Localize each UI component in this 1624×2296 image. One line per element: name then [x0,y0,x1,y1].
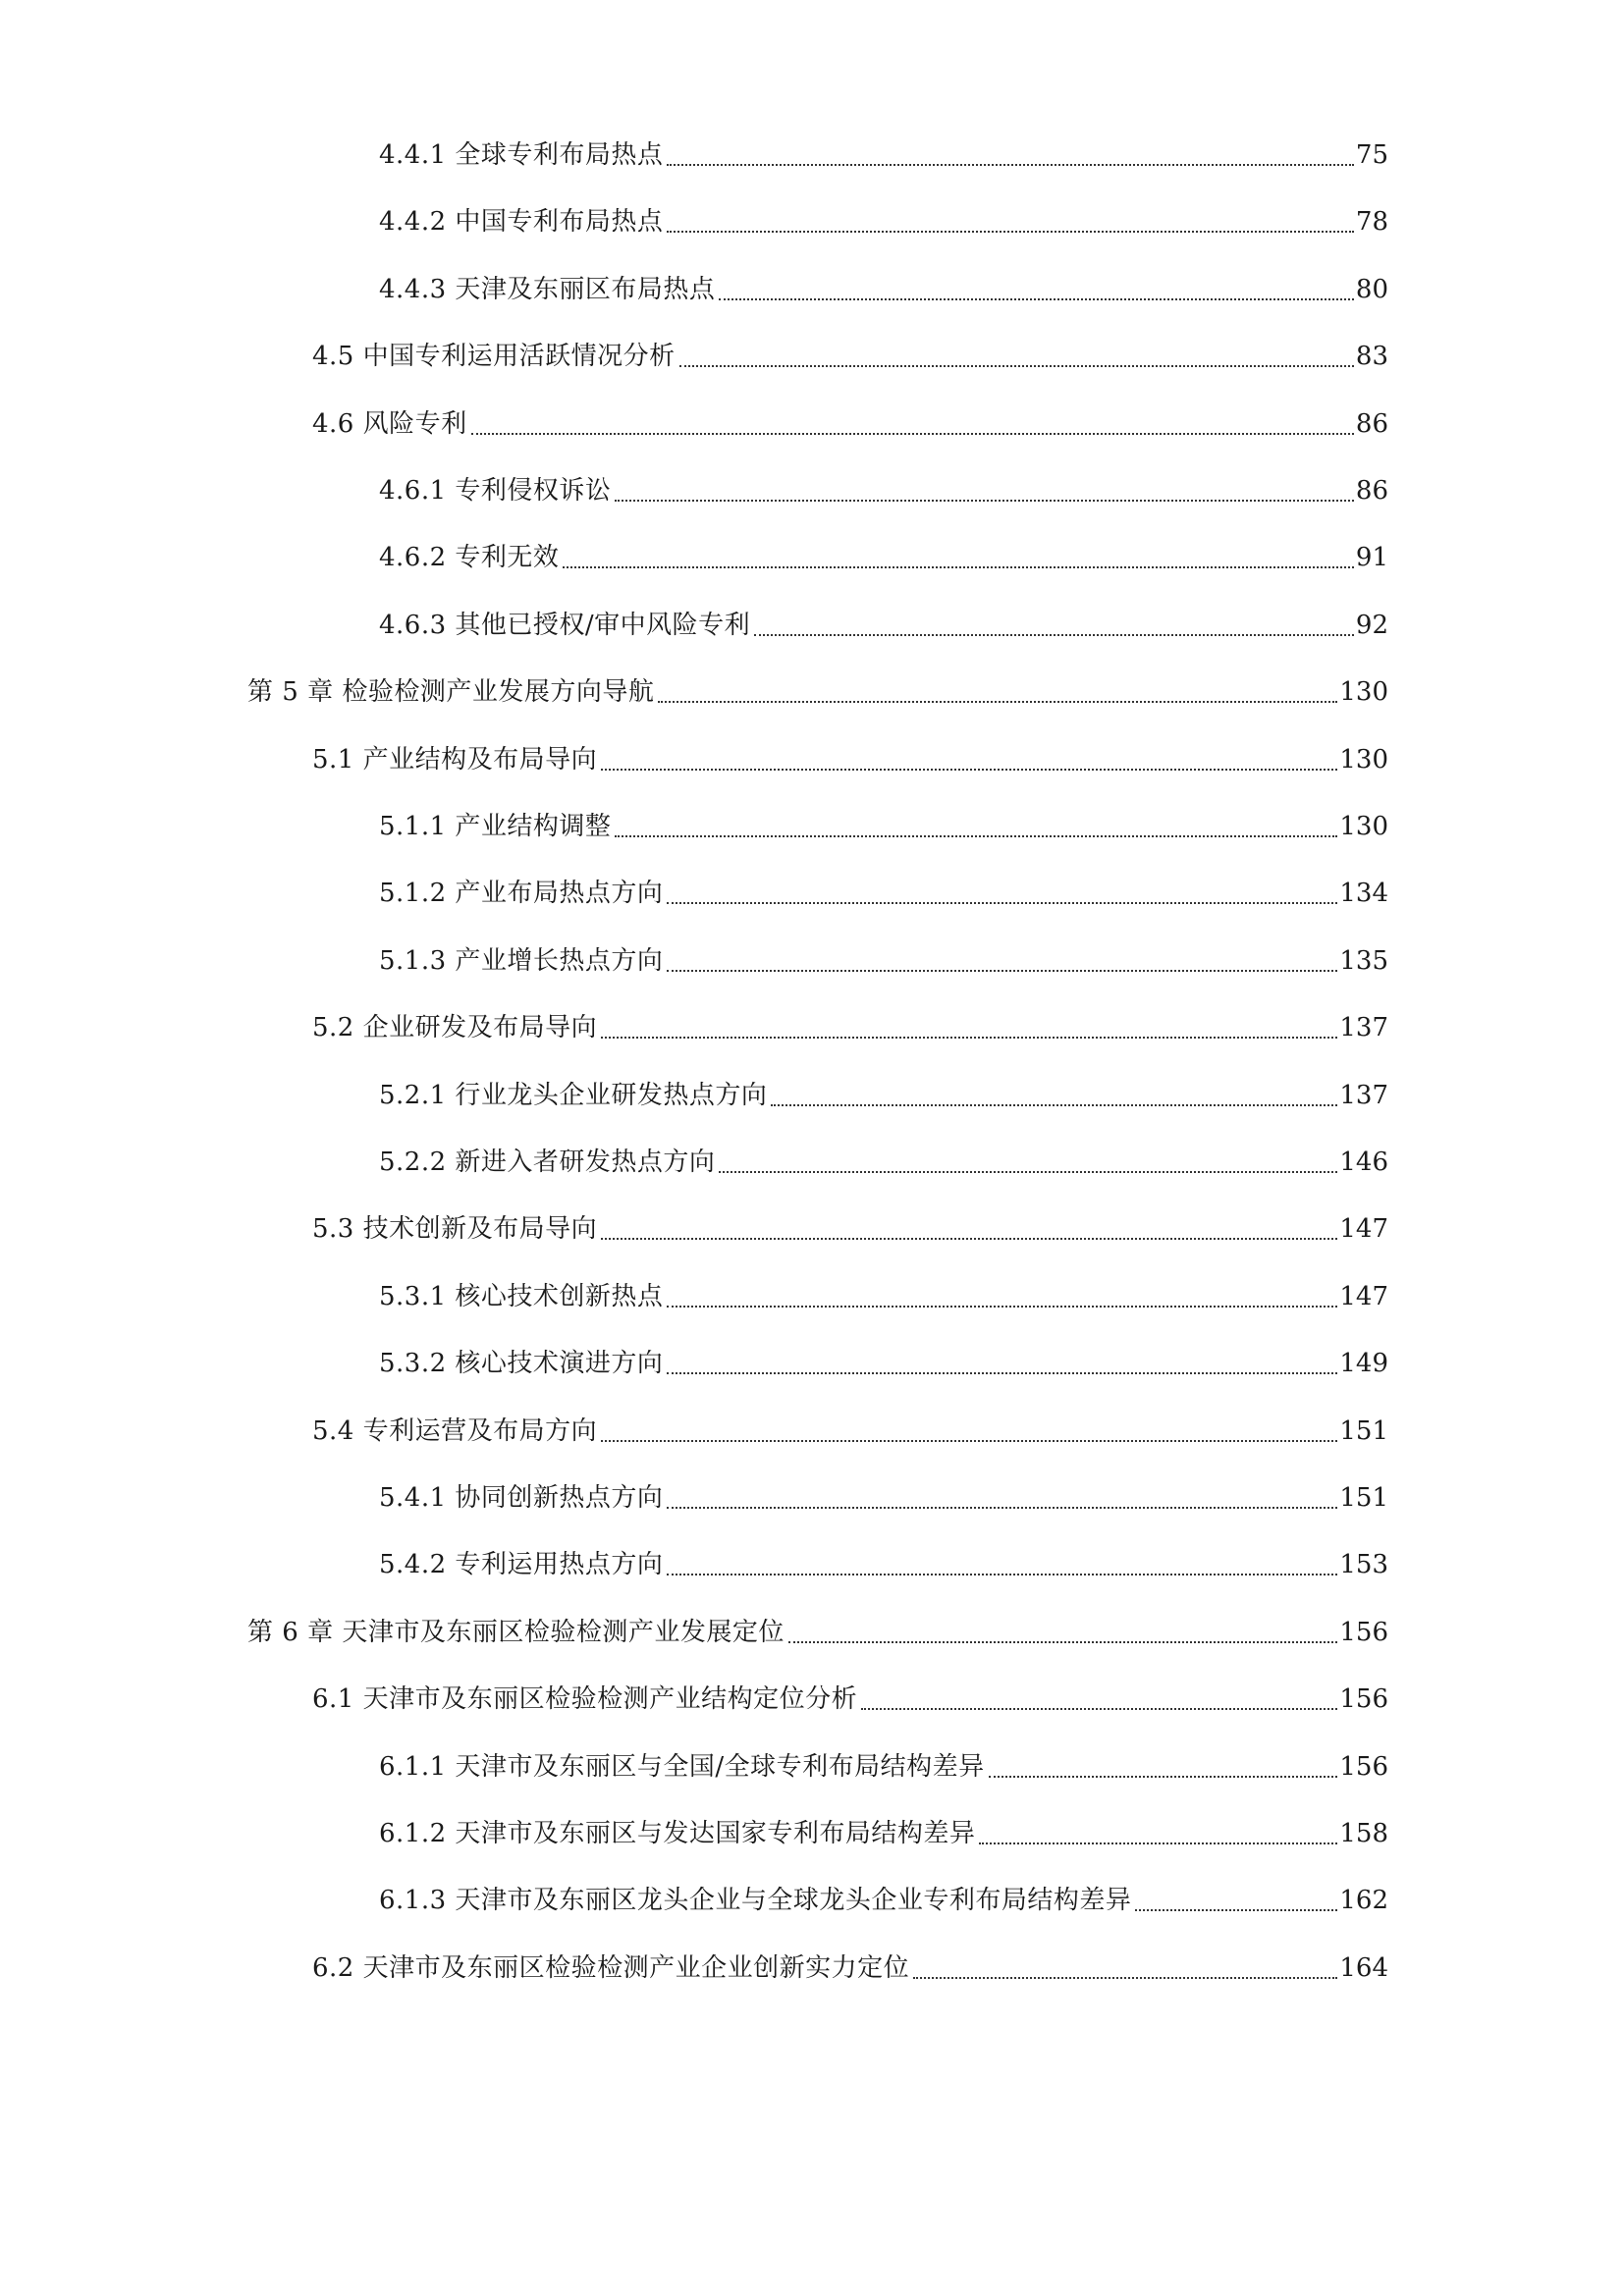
toc-entry-page-number: 130 [1339,677,1388,708]
toc-dot-leader [667,1505,1337,1509]
toc-dot-leader [989,1774,1338,1778]
toc-dot-leader [913,1975,1337,1979]
toc-dot-leader [861,1706,1337,1710]
toc-entry-title: 第 6 章 天津市及东丽区检验检测产业发展定位 [247,1617,785,1647]
toc-entry-title: 5.1.1 产业结构调整 [379,812,612,841]
toc-entry[interactable] [379,1143,1388,1182]
toc-entry[interactable] [379,202,1388,241]
toc-dot-leader [771,1102,1337,1106]
toc-entry-page-number: 91 [1355,543,1388,573]
toc-dot-leader [563,564,1353,568]
toc-entry-page-number: 156 [1339,1751,1388,1782]
toc-entry-page-number: 92 [1355,610,1388,640]
toc-dot-leader [667,1370,1337,1374]
toc-entry-title: 4.6.3 其他已授权/审中风险专利 [379,610,751,640]
toc-entry[interactable] [379,1814,1388,1853]
toc-entry[interactable] [379,135,1388,175]
toc-dot-leader [615,498,1353,502]
toc-dot-leader [667,1572,1337,1575]
toc-entry-title: 5.4 专利运营及布局方向 [312,1415,598,1446]
toc-entry-title: 5.4.1 协同创新热点方向 [379,1483,664,1513]
toc-entry[interactable] [379,1747,1388,1787]
toc-entry-page-number: 162 [1339,1886,1388,1916]
toc-dot-leader [601,767,1337,771]
toc-entry-page-number: 158 [1339,1819,1388,1848]
toc-entry[interactable] [379,941,1388,981]
toc-entry-page-number: 134 [1339,879,1388,909]
toc-entry-page-number: 83 [1355,342,1388,372]
toc-entry-title: 5.1.3 产业增长热点方向 [379,945,664,976]
toc-entry-title: 6.1.3 天津市及东丽区龙头企业与全球龙头企业专利布局结构差异 [379,1886,1132,1916]
toc-entry-page-number: 156 [1339,1617,1388,1647]
toc-entry[interactable] [379,1344,1388,1383]
toc-entry-title: 4.5 中国专利运用活跃情况分析 [312,342,676,372]
toc-entry-title: 4.4.2 中国专利布局热点 [379,207,664,238]
toc-dot-leader [615,833,1337,837]
toc-entry-title: 5.3.2 核心技术演进方向 [379,1349,664,1379]
toc-dot-leader [1135,1907,1337,1911]
toc-dot-leader [601,1438,1337,1442]
toc-entry-title: 4.4.3 天津及东丽区布局热点 [379,274,716,304]
toc-dot-leader [667,968,1337,972]
toc-entry[interactable] [312,1209,1388,1249]
toc-entry-title: 4.6 风险专利 [312,408,467,439]
toc-entry-page-number: 147 [1339,1214,1388,1245]
toc-entry[interactable] [247,672,1388,712]
toc-entry[interactable] [379,1478,1388,1518]
toc-dot-leader [667,162,1353,166]
toc-entry[interactable] [379,874,1388,913]
toc-dot-leader [754,632,1354,636]
toc-dot-leader [601,1035,1337,1039]
toc-entry[interactable] [379,1277,1388,1316]
toc-dot-leader [719,1169,1337,1173]
toc-entry-title: 6.1 天津市及东丽区检验检测产业结构定位分析 [312,1684,858,1715]
toc-entry-title: 6.1.2 天津市及东丽区与发达国家专利布局结构差异 [379,1819,976,1848]
toc-entry[interactable] [312,1412,1388,1451]
toc-entry-title: 5.2.1 行业龙头企业研发热点方向 [379,1080,768,1110]
toc-entry-page-number: 153 [1339,1550,1388,1580]
toc-dot-leader [679,363,1354,367]
toc-entry-page-number: 86 [1355,408,1388,439]
toc-entry-title: 5.3.1 核心技术创新热点 [379,1281,664,1311]
toc-dot-leader [719,296,1353,300]
toc-dot-leader [667,229,1353,233]
toc-entry[interactable] [379,1545,1388,1584]
toc-entry-title: 4.4.1 全球专利布局热点 [379,140,664,170]
toc-entry-title: 5.4.2 专利运用热点方向 [379,1550,664,1580]
toc-entry-title: 4.6.2 专利无效 [379,543,560,573]
toc-entry[interactable] [379,606,1388,645]
toc-entry-page-number: 130 [1339,812,1388,841]
toc-dot-leader [667,900,1337,904]
toc-entry-title: 5.1 产业结构及布局导向 [312,744,598,774]
toc-entry-page-number: 130 [1339,744,1388,774]
toc-entry[interactable] [379,538,1388,577]
toc-entry-page-number: 137 [1339,1013,1388,1043]
toc-entry-page-number: 78 [1355,207,1388,238]
toc-dot-leader [601,1236,1337,1240]
toc-entry-title: 第 5 章 检验检测产业发展方向导航 [247,677,655,708]
toc-entry[interactable] [312,1680,1388,1719]
toc-entry-page-number: 149 [1339,1349,1388,1379]
toc-entry-page-number: 137 [1339,1080,1388,1110]
toc-entry-title: 4.6.1 专利侵权诉讼 [379,476,612,506]
toc-entry[interactable] [312,740,1388,779]
toc-entry[interactable] [379,1881,1388,1920]
toc-entry-page-number: 86 [1355,476,1388,506]
toc-entry[interactable] [379,1076,1388,1115]
toc-dot-leader [788,1639,1338,1643]
toc-entry-page-number: 135 [1339,945,1388,976]
toc-dot-leader [979,1841,1337,1844]
toc-entry-page-number: 164 [1339,1952,1388,1983]
toc-entry[interactable] [312,1008,1388,1047]
toc-entry-page-number: 156 [1339,1684,1388,1715]
toc-entry-page-number: 151 [1339,1483,1388,1513]
toc-entry-title: 5.1.2 产业布局热点方向 [379,879,664,909]
toc-dot-leader [471,431,1354,435]
toc-entry[interactable] [379,471,1388,510]
toc-entry-page-number: 80 [1355,274,1388,304]
toc-entry-page-number: 146 [1339,1148,1388,1177]
toc-entry[interactable] [247,1613,1388,1652]
toc-entry-page-number: 147 [1339,1281,1388,1311]
toc-entry-page-number: 75 [1355,140,1388,170]
toc-entry-page-number: 151 [1339,1415,1388,1446]
toc-entry-title: 5.2 企业研发及布局导向 [312,1013,598,1043]
toc-entry-title: 6.1.1 天津市及东丽区与全国/全球专利布局结构差异 [379,1751,985,1782]
toc-entry[interactable] [379,270,1388,309]
toc-entry[interactable] [379,807,1388,846]
toc-entry-title: 5.3 技术创新及布局导向 [312,1214,598,1245]
toc-entry[interactable] [312,1949,1388,1988]
toc-dot-leader [658,699,1337,703]
toc-entry-title: 5.2.2 新进入者研发热点方向 [379,1148,716,1177]
toc-entry[interactable] [312,337,1388,376]
toc-entry-title: 6.2 天津市及东丽区检验检测产业企业创新实力定位 [312,1952,910,1983]
toc-entry[interactable] [312,404,1388,444]
toc-dot-leader [667,1304,1337,1308]
